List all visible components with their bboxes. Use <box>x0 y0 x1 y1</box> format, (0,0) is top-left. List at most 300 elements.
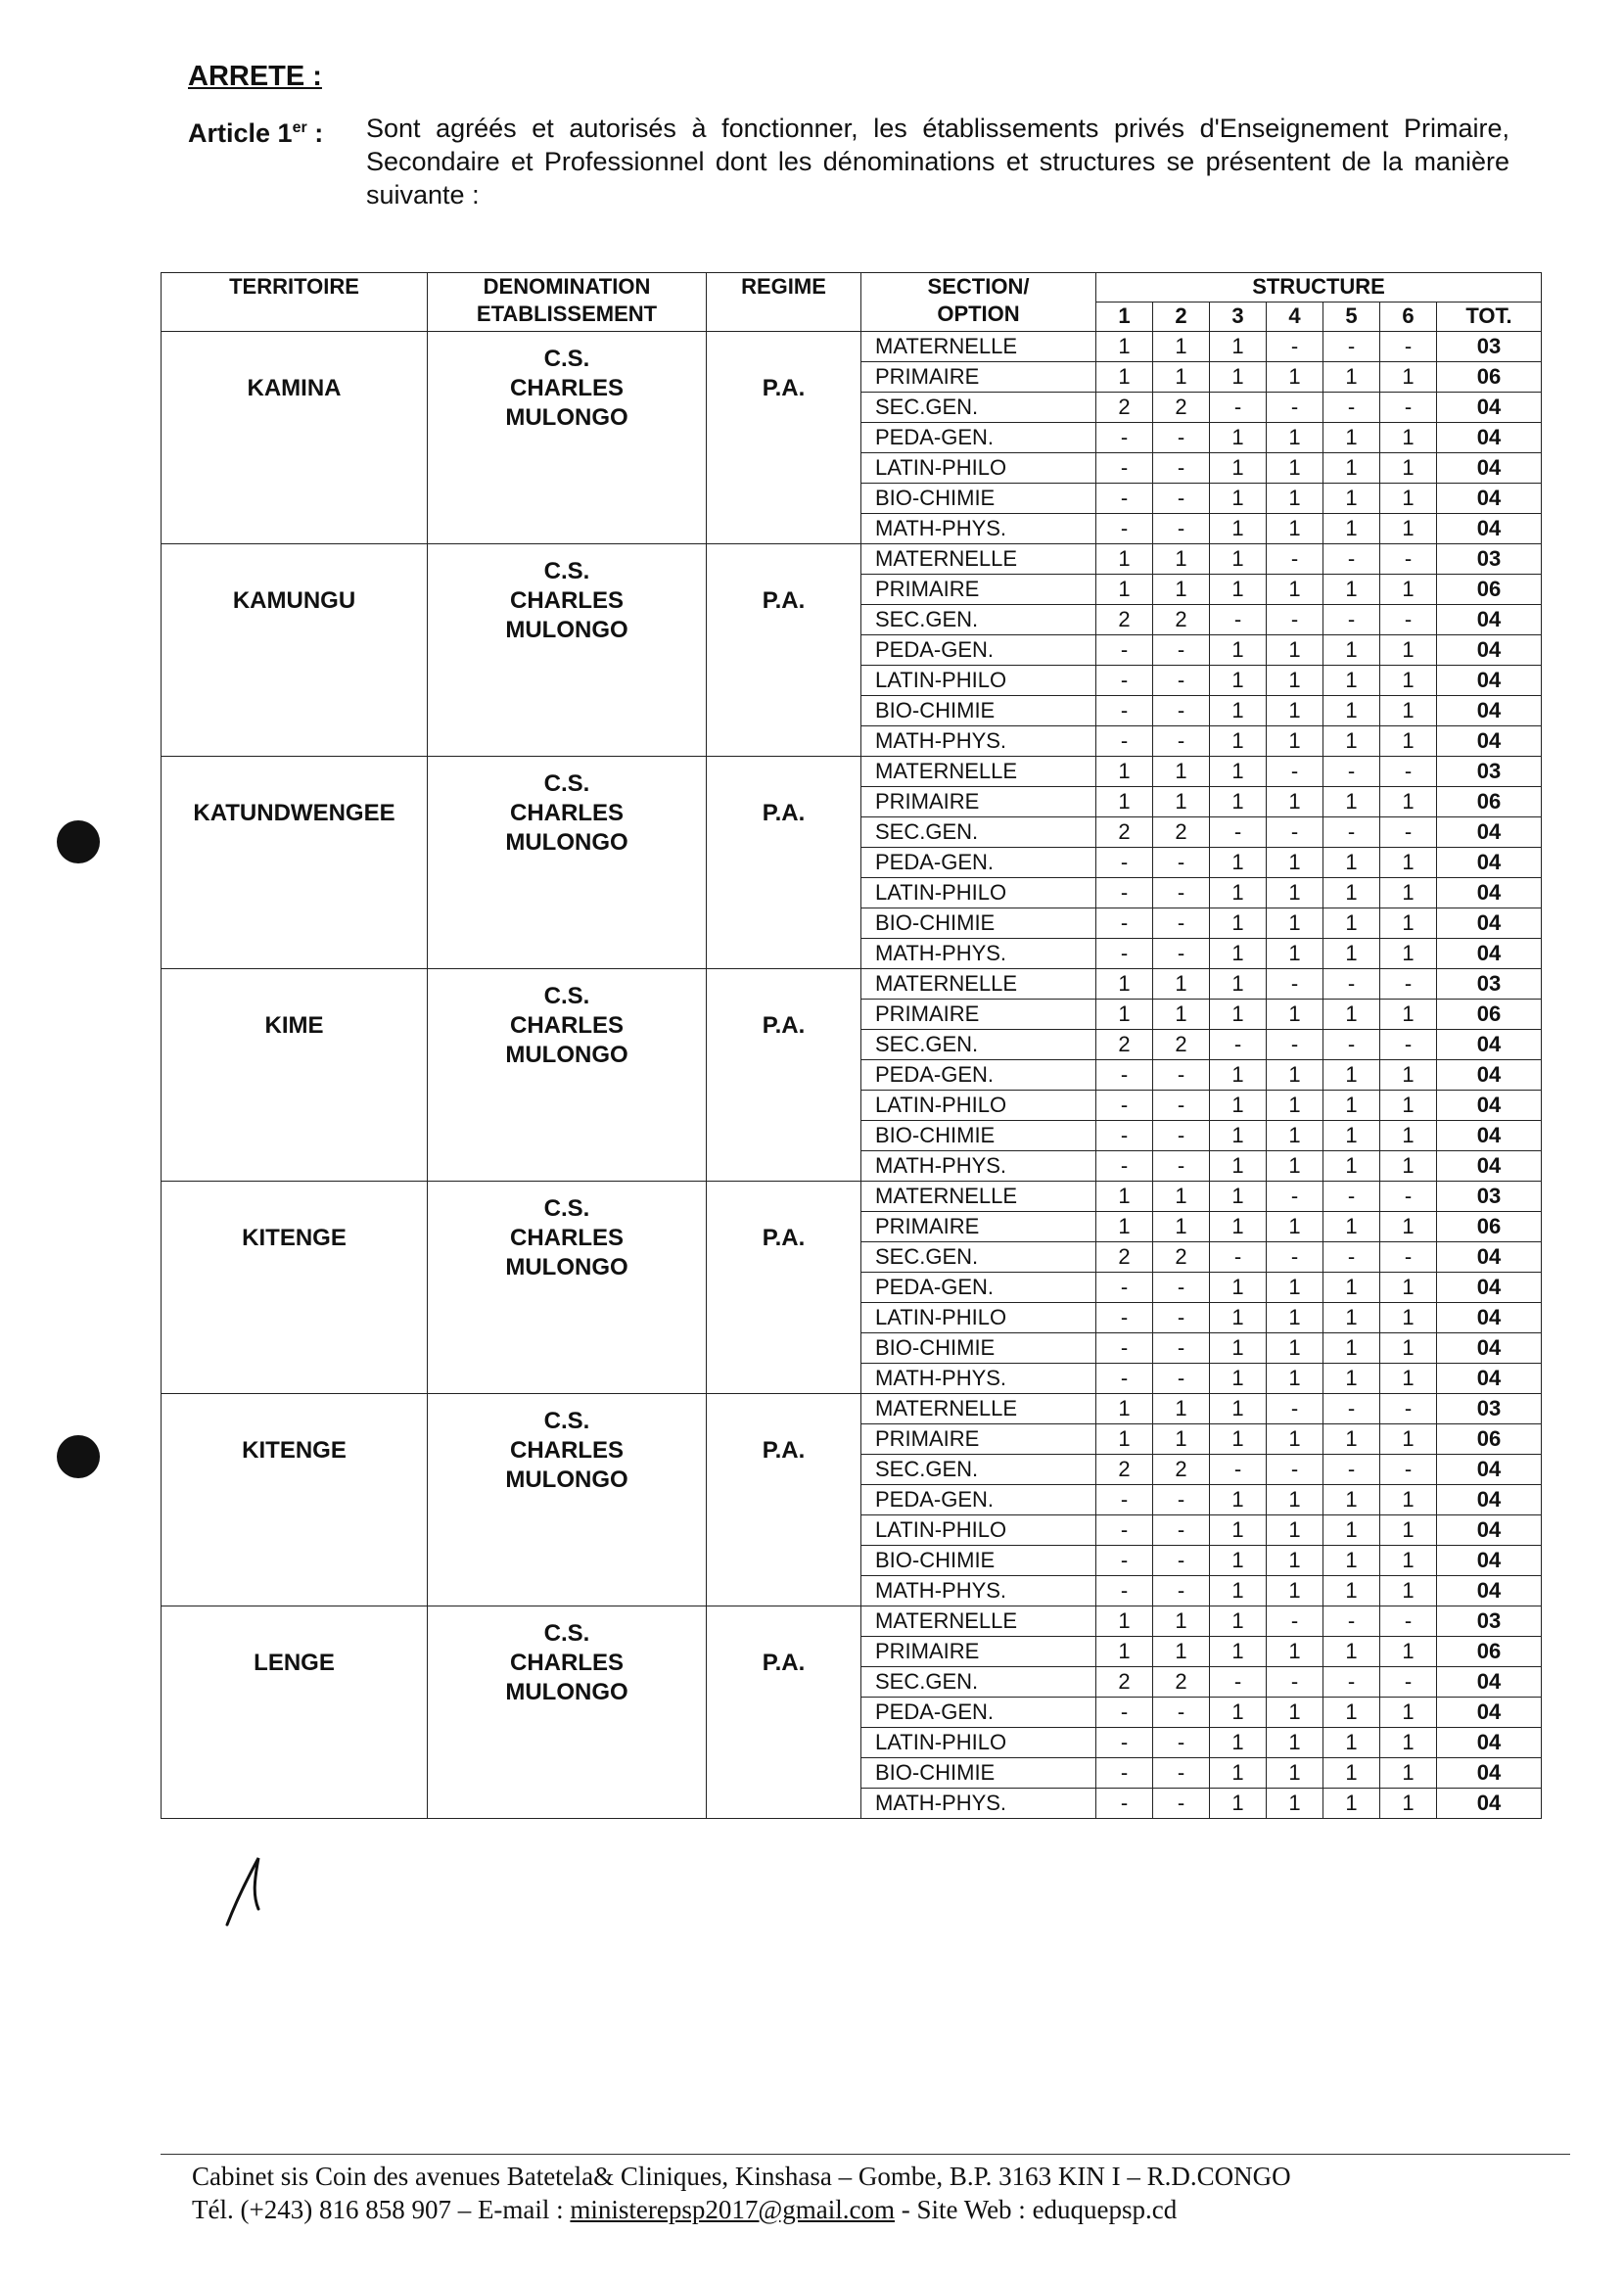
table-row <box>162 544 1542 575</box>
structure-cell: 1 <box>1380 726 1437 757</box>
structure-cell: 1 <box>1323 1091 1380 1121</box>
structure-cell: - <box>1096 1576 1153 1606</box>
section-option-cell: PRIMAIRE <box>861 575 1096 605</box>
denomination-line: MULONGO <box>505 617 628 643</box>
table-body <box>162 332 1542 1819</box>
structure-cell: 1 <box>1323 484 1380 514</box>
structure-cell: - <box>1323 544 1380 575</box>
structure-cell: 1 <box>1210 332 1267 362</box>
structure-cell: - <box>1153 1576 1210 1606</box>
structure-cell: - <box>1267 605 1323 635</box>
structure-cell: 2 <box>1096 1455 1153 1485</box>
structure-cell: 1 <box>1153 787 1210 817</box>
total-cell: 04 <box>1437 1667 1542 1698</box>
structure-cell: 1 <box>1323 1060 1380 1091</box>
header-tot: TOT. <box>1437 303 1542 332</box>
structure-cell: - <box>1323 969 1380 1000</box>
schools-table <box>161 272 1542 1819</box>
section-option-cell: SEC.GEN. <box>861 1667 1096 1698</box>
structure-cell: - <box>1153 1758 1210 1789</box>
structure-cell: 1 <box>1380 635 1437 666</box>
structure-cell: 1 <box>1323 1121 1380 1151</box>
section-option-cell: MATH-PHYS. <box>861 514 1096 544</box>
structure-cell: 1 <box>1267 484 1323 514</box>
structure-cell: 1 <box>1267 666 1323 696</box>
structure-cell: 1 <box>1153 1637 1210 1667</box>
total-cell: 03 <box>1437 757 1542 787</box>
section-option-cell: SEC.GEN. <box>861 393 1096 423</box>
structure-cell: 1 <box>1096 544 1153 575</box>
structure-cell: - <box>1096 1485 1153 1515</box>
structure-cell: 1 <box>1210 453 1267 484</box>
structure-cell: 2 <box>1153 1667 1210 1698</box>
structure-cell: 1 <box>1380 908 1437 939</box>
structure-cell: 1 <box>1210 848 1267 878</box>
article-text: Sont agréés et autorisés à fonctionner, les établissements privés d'Enseignement Primaire, Secondaire et Professionnel dont les dénominations et structures se présentent de la manière suivante : <box>366 114 1509 209</box>
structure-cell: - <box>1153 1485 1210 1515</box>
denomination-cell <box>428 1182 707 1394</box>
punch-hole-dot <box>57 820 100 863</box>
section-option-cell: PRIMAIRE <box>861 362 1096 393</box>
denomination-cell <box>428 332 707 544</box>
total-cell: 06 <box>1437 1212 1542 1242</box>
table-row <box>162 757 1542 787</box>
structure-cell: 1 <box>1380 1637 1437 1667</box>
structure-cell: - <box>1267 1394 1323 1424</box>
section-option-cell: BIO-CHIMIE <box>861 908 1096 939</box>
structure-cell: 1 <box>1210 1000 1267 1030</box>
structure-cell: 1 <box>1267 1546 1323 1576</box>
total-cell: 04 <box>1437 1515 1542 1546</box>
section-option-cell: PRIMAIRE <box>861 1637 1096 1667</box>
structure-cell: 1 <box>1210 1515 1267 1546</box>
structure-cell: 1 <box>1323 1515 1380 1546</box>
structure-cell: 1 <box>1323 1151 1380 1182</box>
structure-cell: - <box>1380 817 1437 848</box>
structure-cell: - <box>1153 666 1210 696</box>
structure-cell: - <box>1096 1789 1153 1819</box>
header-col-2: 2 <box>1153 303 1210 332</box>
structure-cell: 1 <box>1323 696 1380 726</box>
regime-value: P.A. <box>762 1012 806 1039</box>
header-col-5: 5 <box>1323 303 1380 332</box>
structure-cell: 1 <box>1323 514 1380 544</box>
territoire-cell <box>162 332 428 544</box>
section-option-cell: SEC.GEN. <box>861 1030 1096 1060</box>
structure-cell: - <box>1267 969 1323 1000</box>
structure-cell: 2 <box>1096 817 1153 848</box>
structure-cell: - <box>1210 605 1267 635</box>
structure-cell: 1 <box>1267 1000 1323 1030</box>
structure-cell: 1 <box>1380 1698 1437 1728</box>
total-cell: 04 <box>1437 605 1542 635</box>
header-structure: STRUCTURE <box>1096 273 1542 303</box>
section-option-cell: LATIN-PHILO <box>861 453 1096 484</box>
section-option-cell: BIO-CHIMIE <box>861 1333 1096 1364</box>
structure-cell: 1 <box>1267 1212 1323 1242</box>
structure-cell: 1 <box>1210 1485 1267 1515</box>
total-cell: 06 <box>1437 362 1542 393</box>
structure-cell: 1 <box>1323 787 1380 817</box>
structure-cell: 1 <box>1323 1000 1380 1030</box>
structure-cell: - <box>1096 1364 1153 1394</box>
structure-cell: 1 <box>1210 1546 1267 1576</box>
article-label: Article 1er : <box>188 118 324 148</box>
total-cell: 04 <box>1437 1030 1542 1060</box>
structure-cell: 1 <box>1267 514 1323 544</box>
structure-cell: 1 <box>1267 1333 1323 1364</box>
territoire-cell <box>162 1182 428 1394</box>
structure-cell: 1 <box>1267 908 1323 939</box>
structure-cell: - <box>1210 1242 1267 1273</box>
territoire-cell <box>162 757 428 969</box>
total-cell: 03 <box>1437 1606 1542 1637</box>
structure-cell: - <box>1210 1667 1267 1698</box>
structure-cell: 1 <box>1153 362 1210 393</box>
structure-cell: 1 <box>1267 362 1323 393</box>
structure-cell: - <box>1153 878 1210 908</box>
structure-cell: - <box>1267 1606 1323 1637</box>
structure-cell: 1 <box>1096 1394 1153 1424</box>
header-territoire: TERRITOIRE <box>162 273 428 332</box>
structure-cell: - <box>1153 1091 1210 1121</box>
structure-cell: 1 <box>1323 1273 1380 1303</box>
decree-heading: ARRETE : <box>188 61 322 92</box>
table-row <box>162 1182 1542 1212</box>
structure-cell: 1 <box>1096 969 1153 1000</box>
structure-cell: 1 <box>1210 1758 1267 1789</box>
structure-cell: 1 <box>1267 1303 1323 1333</box>
structure-cell: - <box>1096 696 1153 726</box>
structure-cell: - <box>1267 1182 1323 1212</box>
structure-cell: 1 <box>1153 1182 1210 1212</box>
section-option-cell: PRIMAIRE <box>861 1000 1096 1030</box>
total-cell: 04 <box>1437 393 1542 423</box>
structure-cell: - <box>1096 1121 1153 1151</box>
structure-cell: 1 <box>1323 1485 1380 1515</box>
structure-cell: 1 <box>1323 1333 1380 1364</box>
header-col-6: 6 <box>1380 303 1437 332</box>
structure-cell: 1 <box>1380 1273 1437 1303</box>
structure-cell: 1 <box>1210 1182 1267 1212</box>
structure-cell: 1 <box>1210 1121 1267 1151</box>
structure-cell: 1 <box>1210 1273 1267 1303</box>
structure-cell: 2 <box>1096 1030 1153 1060</box>
total-cell: 04 <box>1437 1576 1542 1606</box>
structure-cell: - <box>1323 393 1380 423</box>
regime-cell <box>707 1182 861 1394</box>
structure-cell: - <box>1096 878 1153 908</box>
regime-value: P.A. <box>762 375 806 401</box>
structure-cell: - <box>1153 1546 1210 1576</box>
structure-cell: 1 <box>1210 969 1267 1000</box>
regime-cell <box>707 332 861 544</box>
structure-cell: - <box>1267 1030 1323 1060</box>
structure-cell: - <box>1380 757 1437 787</box>
structure-cell: - <box>1267 757 1323 787</box>
total-cell: 06 <box>1437 1637 1542 1667</box>
total-cell: 03 <box>1437 544 1542 575</box>
section-option-cell: PEDA-GEN. <box>861 423 1096 453</box>
total-cell: 06 <box>1437 1000 1542 1030</box>
structure-cell: 1 <box>1096 1182 1153 1212</box>
structure-cell: 1 <box>1210 362 1267 393</box>
total-cell: 04 <box>1437 1242 1542 1273</box>
structure-cell: - <box>1380 1606 1437 1637</box>
structure-cell: - <box>1096 1546 1153 1576</box>
structure-cell: - <box>1323 1182 1380 1212</box>
structure-cell: 1 <box>1267 575 1323 605</box>
denomination-cell <box>428 969 707 1182</box>
section-option-cell: PEDA-GEN. <box>861 1060 1096 1091</box>
structure-cell: 1 <box>1380 453 1437 484</box>
section-option-cell: PEDA-GEN. <box>861 635 1096 666</box>
structure-cell: 1 <box>1323 1789 1380 1819</box>
denomination-line: CHARLES <box>509 375 624 401</box>
structure-cell: - <box>1096 1060 1153 1091</box>
header-col-1: 1 <box>1096 303 1153 332</box>
structure-cell: - <box>1267 393 1323 423</box>
section-option-cell: MATERNELLE <box>861 969 1096 1000</box>
section-option-cell: LATIN-PHILO <box>861 1728 1096 1758</box>
denomination-line: CHARLES <box>509 587 624 614</box>
structure-cell: 1 <box>1267 1424 1323 1455</box>
structure-cell: 1 <box>1153 1424 1210 1455</box>
territoire-cell <box>162 1606 428 1819</box>
punch-hole-dot <box>57 1435 100 1478</box>
total-cell: 06 <box>1437 575 1542 605</box>
section-option-cell: BIO-CHIMIE <box>861 1121 1096 1151</box>
territoire-name: KIME <box>264 1012 324 1039</box>
structure-cell: - <box>1267 817 1323 848</box>
signature-mark <box>219 1850 288 1929</box>
structure-cell: 1 <box>1210 1333 1267 1364</box>
structure-cell: - <box>1153 848 1210 878</box>
structure-cell: 1 <box>1380 1485 1437 1515</box>
structure-cell: - <box>1096 1333 1153 1364</box>
structure-cell: - <box>1096 635 1153 666</box>
denomination-line: CHARLES <box>509 1225 624 1251</box>
total-cell: 04 <box>1437 1303 1542 1333</box>
denomination-line: C.S. <box>543 1408 590 1434</box>
structure-cell: 1 <box>1267 1728 1323 1758</box>
structure-cell: - <box>1323 757 1380 787</box>
structure-cell: 1 <box>1153 1394 1210 1424</box>
section-option-cell: PEDA-GEN. <box>861 1485 1096 1515</box>
structure-cell: 1 <box>1380 1333 1437 1364</box>
structure-cell: 1 <box>1210 696 1267 726</box>
structure-cell: - <box>1153 696 1210 726</box>
structure-cell: - <box>1096 726 1153 757</box>
total-cell: 03 <box>1437 1394 1542 1424</box>
structure-cell: 1 <box>1323 1212 1380 1242</box>
structure-cell: - <box>1267 1242 1323 1273</box>
regime-value: P.A. <box>762 1650 806 1676</box>
structure-cell: - <box>1096 1728 1153 1758</box>
structure-cell: 1 <box>1210 1091 1267 1121</box>
structure-cell: 1 <box>1153 969 1210 1000</box>
structure-cell: 1 <box>1267 1485 1323 1515</box>
structure-cell: - <box>1323 605 1380 635</box>
structure-cell: 1 <box>1380 696 1437 726</box>
structure-cell: 2 <box>1153 1455 1210 1485</box>
structure-cell: 1 <box>1380 848 1437 878</box>
structure-cell: 1 <box>1380 575 1437 605</box>
section-option-cell: MATERNELLE <box>861 544 1096 575</box>
denomination-line: C.S. <box>543 1620 590 1647</box>
structure-cell: 1 <box>1380 1789 1437 1819</box>
total-cell: 04 <box>1437 1091 1542 1121</box>
section-option-cell: SEC.GEN. <box>861 605 1096 635</box>
structure-cell: 1 <box>1380 1303 1437 1333</box>
structure-cell: 1 <box>1153 575 1210 605</box>
section-option-cell: SEC.GEN. <box>861 817 1096 848</box>
structure-cell: 1 <box>1267 1151 1323 1182</box>
denomination-line: C.S. <box>543 770 590 797</box>
footer <box>192 2160 1562 2226</box>
structure-cell: 1 <box>1380 1121 1437 1151</box>
total-cell: 06 <box>1437 1424 1542 1455</box>
structure-cell: - <box>1380 1394 1437 1424</box>
structure-cell: - <box>1096 939 1153 969</box>
denomination-line: MULONGO <box>505 1466 628 1493</box>
denomination-line: CHARLES <box>509 800 624 826</box>
footer-address: Cabinet sis Coin des avenues Batetela& Cliniques, Kinshasa – Gombe, B.P. 3163 KIN I – R.D.CONGO <box>192 2162 1291 2191</box>
structure-cell: 1 <box>1267 1091 1323 1121</box>
structure-cell: 1 <box>1380 362 1437 393</box>
structure-cell: 1 <box>1323 1576 1380 1606</box>
structure-cell: - <box>1153 1728 1210 1758</box>
total-cell: 04 <box>1437 1698 1542 1728</box>
structure-cell: - <box>1096 666 1153 696</box>
structure-cell: - <box>1153 1333 1210 1364</box>
structure-cell: 1 <box>1267 848 1323 878</box>
denomination-cell <box>428 1606 707 1819</box>
section-option-cell: MATERNELLE <box>861 332 1096 362</box>
structure-cell: 1 <box>1380 1000 1437 1030</box>
structure-cell: - <box>1096 848 1153 878</box>
structure-cell: - <box>1323 1667 1380 1698</box>
structure-cell: 1 <box>1323 908 1380 939</box>
denomination-cell <box>428 757 707 969</box>
denomination-line: MULONGO <box>505 404 628 431</box>
structure-cell: - <box>1210 1030 1267 1060</box>
structure-cell: - <box>1153 1303 1210 1333</box>
structure-cell: - <box>1153 514 1210 544</box>
total-cell: 04 <box>1437 1121 1542 1151</box>
regime-value: P.A. <box>762 1225 806 1251</box>
structure-cell: 1 <box>1096 1000 1153 1030</box>
structure-cell: - <box>1096 1273 1153 1303</box>
territoire-name: KATUNDWENGEE <box>193 800 395 826</box>
structure-cell: 1 <box>1323 1303 1380 1333</box>
section-option-cell: PRIMAIRE <box>861 1424 1096 1455</box>
structure-cell: 1 <box>1380 939 1437 969</box>
structure-cell: 1 <box>1210 514 1267 544</box>
structure-cell: 1 <box>1210 726 1267 757</box>
total-cell: 04 <box>1437 1333 1542 1364</box>
total-cell: 04 <box>1437 1728 1542 1758</box>
structure-cell: 1 <box>1210 787 1267 817</box>
structure-cell: - <box>1380 1030 1437 1060</box>
denomination-line: C.S. <box>543 983 590 1009</box>
structure-cell: 1 <box>1210 635 1267 666</box>
structure-cell: - <box>1153 1060 1210 1091</box>
structure-cell: - <box>1096 484 1153 514</box>
structure-cell: - <box>1096 1515 1153 1546</box>
structure-cell: 1 <box>1323 1546 1380 1576</box>
structure-cell: 1 <box>1267 423 1323 453</box>
section-option-cell: MATH-PHYS. <box>861 726 1096 757</box>
structure-cell: 1 <box>1323 423 1380 453</box>
section-option-cell: MATERNELLE <box>861 1394 1096 1424</box>
total-cell: 04 <box>1437 908 1542 939</box>
structure-cell: 1 <box>1096 575 1153 605</box>
territoire-name: KITENGE <box>242 1225 347 1251</box>
structure-cell: - <box>1380 544 1437 575</box>
structure-cell: - <box>1096 1758 1153 1789</box>
structure-cell: - <box>1267 544 1323 575</box>
structure-cell: 1 <box>1210 1151 1267 1182</box>
structure-cell: 1 <box>1267 1637 1323 1667</box>
total-cell: 03 <box>1437 332 1542 362</box>
regime-value: P.A. <box>762 1437 806 1464</box>
section-option-cell: MATH-PHYS. <box>861 939 1096 969</box>
structure-cell: - <box>1153 1789 1210 1819</box>
structure-cell: 1 <box>1267 787 1323 817</box>
section-option-cell: MATERNELLE <box>861 1606 1096 1637</box>
structure-cell: - <box>1210 393 1267 423</box>
structure-cell: - <box>1323 1455 1380 1485</box>
section-option-cell: BIO-CHIMIE <box>861 1546 1096 1576</box>
denomination-line: MULONGO <box>505 1679 628 1705</box>
footer-contact: Tél. (+243) 816 858 907 – E-mail : ministerepsp2017@gmail.com - Site Web : eduquepsp.cd <box>192 2195 1178 2224</box>
section-option-cell: PRIMAIRE <box>861 1212 1096 1242</box>
structure-cell: - <box>1380 1242 1437 1273</box>
structure-cell: - <box>1153 1515 1210 1546</box>
structure-cell: 1 <box>1323 1424 1380 1455</box>
total-cell: 04 <box>1437 484 1542 514</box>
structure-cell: 1 <box>1210 908 1267 939</box>
total-cell: 04 <box>1437 1455 1542 1485</box>
structure-cell: 1 <box>1380 787 1437 817</box>
structure-cell: 1 <box>1267 1121 1323 1151</box>
section-option-cell: LATIN-PHILO <box>861 1303 1096 1333</box>
total-cell: 04 <box>1437 1364 1542 1394</box>
structure-cell: 1 <box>1153 1212 1210 1242</box>
structure-cell: 1 <box>1210 1303 1267 1333</box>
header-denomination: DENOMINATION ETABLISSEMENT <box>428 273 707 332</box>
structure-cell: 1 <box>1323 848 1380 878</box>
total-cell: 04 <box>1437 1060 1542 1091</box>
denomination-line: C.S. <box>543 346 590 372</box>
denomination-line: C.S. <box>543 558 590 584</box>
denomination-line: C.S. <box>543 1195 590 1222</box>
total-cell: 04 <box>1437 1151 1542 1182</box>
structure-cell: 1 <box>1096 362 1153 393</box>
structure-cell: - <box>1096 423 1153 453</box>
structure-cell: 1 <box>1380 1758 1437 1789</box>
structure-cell: 1 <box>1323 878 1380 908</box>
structure-cell: 1 <box>1153 544 1210 575</box>
structure-cell: 1 <box>1210 575 1267 605</box>
structure-cell: 1 <box>1210 1728 1267 1758</box>
territoire-cell <box>162 969 428 1182</box>
structure-cell: - <box>1323 332 1380 362</box>
structure-cell: - <box>1096 1091 1153 1121</box>
section-option-cell: PRIMAIRE <box>861 787 1096 817</box>
structure-cell: 1 <box>1380 1515 1437 1546</box>
